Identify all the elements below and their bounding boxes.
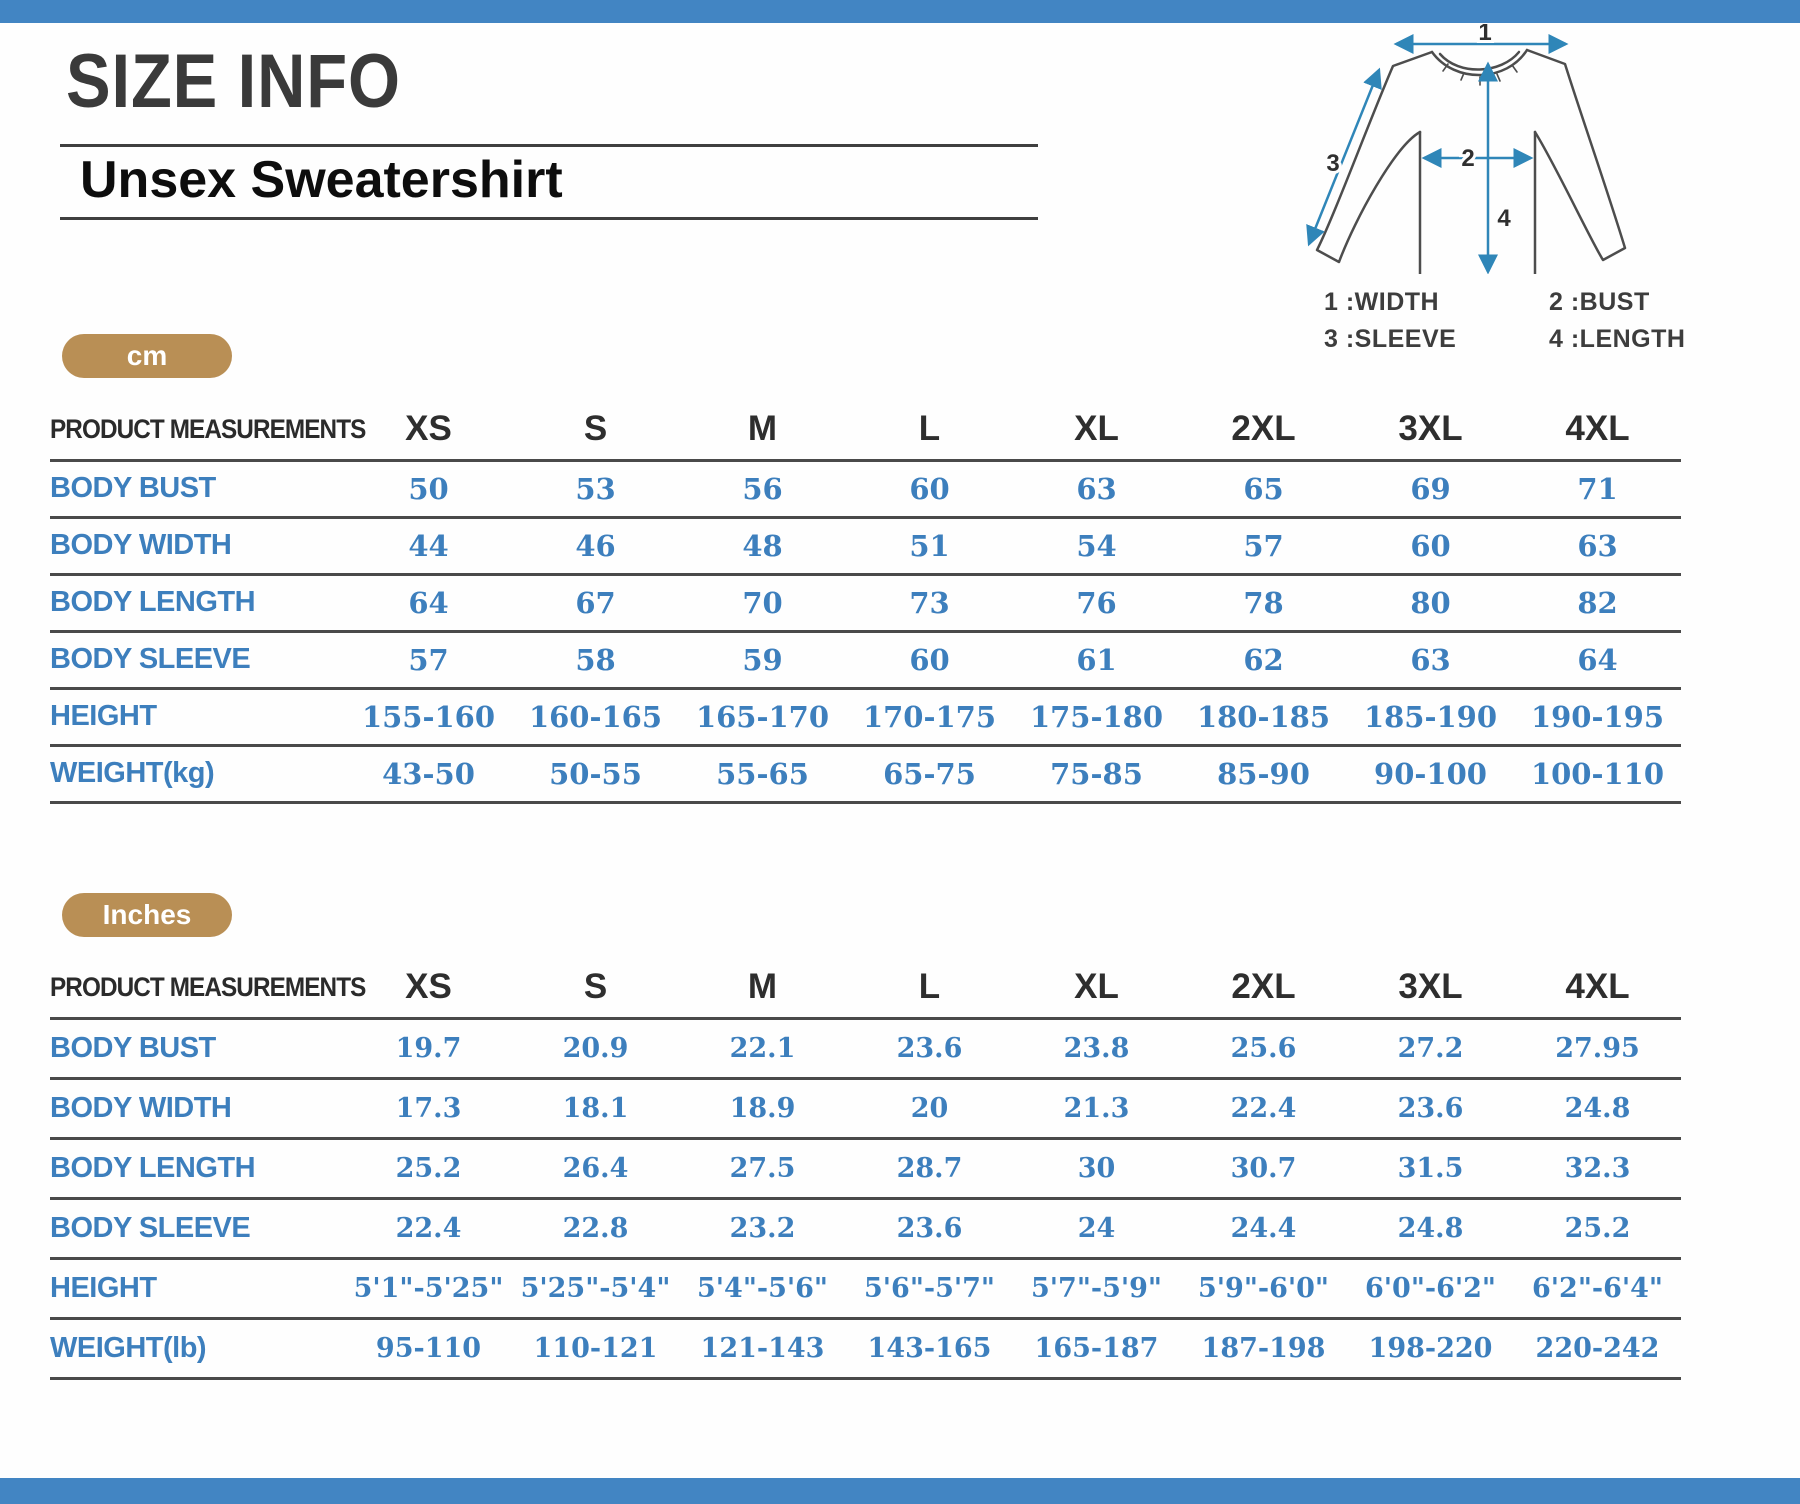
row-label: WEIGHT(kg) bbox=[50, 757, 215, 789]
cell-value: 30.7 bbox=[1230, 1152, 1297, 1184]
cell-value: 24.8 bbox=[1564, 1092, 1631, 1124]
table-row bbox=[50, 688, 1681, 745]
size-header-m: M bbox=[747, 409, 778, 449]
cell-value: 65-75 bbox=[883, 756, 976, 791]
sleeve-marker-label: 3 bbox=[1326, 150, 1340, 177]
cell-value: 24 bbox=[1077, 1212, 1116, 1244]
sleeve-arrow bbox=[1309, 70, 1379, 244]
cell-value: 170-175 bbox=[862, 699, 997, 734]
cell-value: 23.2 bbox=[729, 1212, 796, 1244]
cell-value: 51 bbox=[909, 528, 950, 563]
cell-value: 180-185 bbox=[1196, 699, 1331, 734]
cell-value: 62 bbox=[1243, 642, 1284, 677]
cell-value: 30 bbox=[1077, 1152, 1116, 1184]
cell-value: 175-180 bbox=[1029, 699, 1164, 734]
cell-value: 43-50 bbox=[382, 756, 475, 791]
cell-value: 90-100 bbox=[1374, 756, 1487, 791]
cell-value: 5'6"-5'7" bbox=[863, 1272, 996, 1304]
cell-value: 63 bbox=[1076, 471, 1117, 506]
table-row bbox=[50, 517, 1681, 574]
legend-sleeve: 3 :SLEEVE bbox=[1324, 325, 1457, 353]
cell-value: 165-170 bbox=[695, 699, 830, 734]
cell-value: 165-187 bbox=[1034, 1332, 1159, 1364]
cell-value: 57 bbox=[1243, 528, 1284, 563]
row-label: HEIGHT bbox=[50, 700, 157, 732]
row-label: BODY LENGTH bbox=[50, 1151, 256, 1184]
cell-value: 48 bbox=[742, 528, 783, 563]
size-header-xl: XL bbox=[1074, 967, 1119, 1007]
cell-value: 25.2 bbox=[1564, 1212, 1631, 1244]
cell-value: 24.4 bbox=[1230, 1212, 1297, 1244]
cell-value: 220-242 bbox=[1535, 1332, 1660, 1364]
cell-value: 64 bbox=[1577, 642, 1618, 677]
size-header-3xl: 3XL bbox=[1398, 409, 1463, 449]
cell-value: 27.2 bbox=[1397, 1032, 1464, 1064]
cell-value: 155-160 bbox=[361, 699, 496, 734]
bottom-accent-bar bbox=[0, 1478, 1800, 1504]
inches-size-table bbox=[50, 958, 1681, 1380]
cell-value: 95-110 bbox=[375, 1332, 482, 1364]
width-marker-label: 1 bbox=[1478, 24, 1492, 46]
cell-value: 5'7"-5'9" bbox=[1030, 1272, 1163, 1304]
cell-value: 26.4 bbox=[562, 1152, 629, 1184]
cell-value: 75-85 bbox=[1050, 756, 1143, 791]
cell-value: 24.8 bbox=[1397, 1212, 1464, 1244]
cell-value: 22.8 bbox=[562, 1212, 629, 1244]
cell-value: 53 bbox=[575, 471, 616, 506]
cm-table-header-row bbox=[50, 400, 1681, 460]
cell-value: 65 bbox=[1243, 471, 1284, 506]
inches-unit-badge: Inches bbox=[62, 893, 232, 937]
cell-value: 27.95 bbox=[1555, 1032, 1640, 1064]
inches-table-header-row bbox=[50, 958, 1681, 1018]
sweater-outline-drawing bbox=[1280, 24, 1780, 274]
row-label: BODY BUST bbox=[50, 1031, 216, 1064]
length-marker-label: 4 bbox=[1497, 205, 1511, 232]
cell-value: 27.5 bbox=[729, 1152, 796, 1184]
cell-value: 54 bbox=[1076, 528, 1117, 563]
cell-value: 19.7 bbox=[395, 1032, 462, 1064]
cell-value: 46 bbox=[575, 528, 616, 563]
table-row bbox=[50, 1018, 1681, 1078]
cell-value: 50-55 bbox=[549, 756, 642, 791]
cell-value: 5'25"-5'4" bbox=[520, 1272, 671, 1304]
cell-value: 100-110 bbox=[1530, 756, 1665, 791]
cell-value: 31.5 bbox=[1397, 1152, 1464, 1184]
size-header-4xl: 4XL bbox=[1565, 967, 1630, 1007]
table-row bbox=[50, 460, 1681, 517]
size-header-s: S bbox=[583, 967, 608, 1007]
cell-value: 17.3 bbox=[395, 1092, 462, 1124]
row-label: HEIGHT bbox=[50, 1271, 157, 1304]
cell-value: 23.6 bbox=[1397, 1092, 1464, 1124]
cell-value: 71 bbox=[1577, 471, 1618, 506]
page-title: SIZE INFO bbox=[66, 39, 401, 124]
cell-value: 70 bbox=[742, 585, 783, 620]
cell-value: 23.6 bbox=[896, 1032, 963, 1064]
cell-value: 56 bbox=[742, 471, 783, 506]
size-header-2xl: 2XL bbox=[1231, 967, 1296, 1007]
cell-value: 57 bbox=[408, 642, 449, 677]
cell-value: 5'4"-5'6" bbox=[696, 1272, 829, 1304]
cell-value: 58 bbox=[575, 642, 616, 677]
cell-value: 76 bbox=[1076, 585, 1117, 620]
table-row bbox=[50, 1258, 1681, 1318]
product-name: Unsex Sweatershirt bbox=[80, 151, 563, 209]
cell-value: 18.1 bbox=[562, 1092, 629, 1124]
cell-value: 78 bbox=[1243, 585, 1284, 620]
table-row bbox=[50, 574, 1681, 631]
row-label: BODY SLEEVE bbox=[50, 643, 251, 675]
cell-value: 6'2"-6'4" bbox=[1531, 1272, 1664, 1304]
cell-value: 60 bbox=[909, 642, 950, 677]
cell-value: 60 bbox=[909, 471, 950, 506]
cell-value: 22.4 bbox=[1230, 1092, 1297, 1124]
cell-value: 110-121 bbox=[533, 1332, 658, 1364]
cell-value: 18.9 bbox=[729, 1092, 796, 1124]
top-accent-bar bbox=[0, 0, 1800, 23]
cm-unit-badge: cm bbox=[62, 334, 232, 378]
cell-value: 121-143 bbox=[700, 1332, 825, 1364]
row-label: BODY BUST bbox=[50, 472, 216, 504]
cell-value: 61 bbox=[1076, 642, 1117, 677]
cell-value: 63 bbox=[1410, 642, 1451, 677]
cell-value: 160-165 bbox=[528, 699, 663, 734]
measurements-corner-label: PRODUCT MEASUREMENTS bbox=[50, 971, 366, 1002]
size-header-xs: XS bbox=[405, 967, 452, 1007]
cell-value: 20.9 bbox=[562, 1032, 629, 1064]
cell-value: 63 bbox=[1577, 528, 1618, 563]
cell-value: 5'1"-5'25" bbox=[353, 1272, 504, 1304]
cell-value: 85-90 bbox=[1217, 756, 1310, 791]
cell-value: 69 bbox=[1410, 471, 1451, 506]
cm-size-table bbox=[50, 400, 1681, 804]
table-row bbox=[50, 1318, 1681, 1378]
row-label: BODY WIDTH bbox=[50, 1091, 232, 1124]
divider-line bbox=[60, 144, 1038, 147]
legend-bust: 2 :BUST bbox=[1549, 288, 1650, 316]
size-header-4xl: 4XL bbox=[1565, 409, 1630, 449]
cell-value: 80 bbox=[1410, 585, 1451, 620]
cell-value: 190-195 bbox=[1530, 699, 1665, 734]
cell-value: 55-65 bbox=[716, 756, 809, 791]
cell-value: 73 bbox=[909, 585, 950, 620]
cell-value: 60 bbox=[1410, 528, 1451, 563]
row-label: WEIGHT(lb) bbox=[50, 1331, 207, 1364]
legend-length: 4 :LENGTH bbox=[1549, 325, 1686, 353]
cell-value: 20 bbox=[910, 1092, 949, 1124]
measurements-corner-label: PRODUCT MEASUREMENTS bbox=[50, 413, 366, 444]
sweater-measurement-diagram bbox=[1280, 24, 1780, 354]
size-header-2xl: 2XL bbox=[1231, 409, 1296, 449]
table-row bbox=[50, 745, 1681, 802]
table-row bbox=[50, 1078, 1681, 1138]
table-row bbox=[50, 1198, 1681, 1258]
cell-value: 143-165 bbox=[867, 1332, 992, 1364]
legend-width: 1 :WIDTH bbox=[1324, 288, 1440, 316]
cell-value: 21.3 bbox=[1063, 1092, 1130, 1124]
table-row bbox=[50, 631, 1681, 688]
cell-value: 23.8 bbox=[1063, 1032, 1130, 1064]
cell-value: 5'9"-6'0" bbox=[1197, 1272, 1330, 1304]
cell-value: 82 bbox=[1577, 585, 1618, 620]
cell-value: 59 bbox=[742, 642, 783, 677]
cell-value: 187-198 bbox=[1201, 1332, 1326, 1364]
cell-value: 44 bbox=[408, 528, 449, 563]
cell-value: 23.6 bbox=[896, 1212, 963, 1244]
cell-value: 185-190 bbox=[1363, 699, 1498, 734]
row-label: BODY SLEEVE bbox=[50, 1211, 251, 1244]
row-label: BODY LENGTH bbox=[50, 586, 256, 618]
cell-value: 67 bbox=[575, 585, 616, 620]
measurement-arrows bbox=[1309, 44, 1566, 272]
cell-value: 64 bbox=[408, 585, 449, 620]
cell-value: 6'0"-6'2" bbox=[1364, 1272, 1497, 1304]
cell-value: 25.6 bbox=[1230, 1032, 1297, 1064]
size-header-l: L bbox=[918, 967, 941, 1007]
cell-value: 28.7 bbox=[896, 1152, 963, 1184]
divider-line bbox=[60, 217, 1038, 220]
cell-value: 198-220 bbox=[1368, 1332, 1493, 1364]
size-header-xs: XS bbox=[405, 409, 452, 449]
cell-value: 25.2 bbox=[395, 1152, 462, 1184]
diagram-legend bbox=[1324, 288, 1780, 354]
cell-value: 22.4 bbox=[395, 1212, 462, 1244]
size-header-m: M bbox=[747, 967, 778, 1007]
bust-marker-label: 2 bbox=[1461, 145, 1475, 172]
table-row bbox=[50, 1138, 1681, 1198]
cell-value: 32.3 bbox=[1564, 1152, 1631, 1184]
size-header-xl: XL bbox=[1074, 409, 1119, 449]
cell-value: 50 bbox=[408, 471, 449, 506]
row-label: BODY WIDTH bbox=[50, 529, 232, 561]
size-header-l: L bbox=[918, 409, 941, 449]
cell-value: 22.1 bbox=[729, 1032, 796, 1064]
size-header-3xl: 3XL bbox=[1398, 967, 1463, 1007]
size-header-s: S bbox=[583, 409, 608, 449]
